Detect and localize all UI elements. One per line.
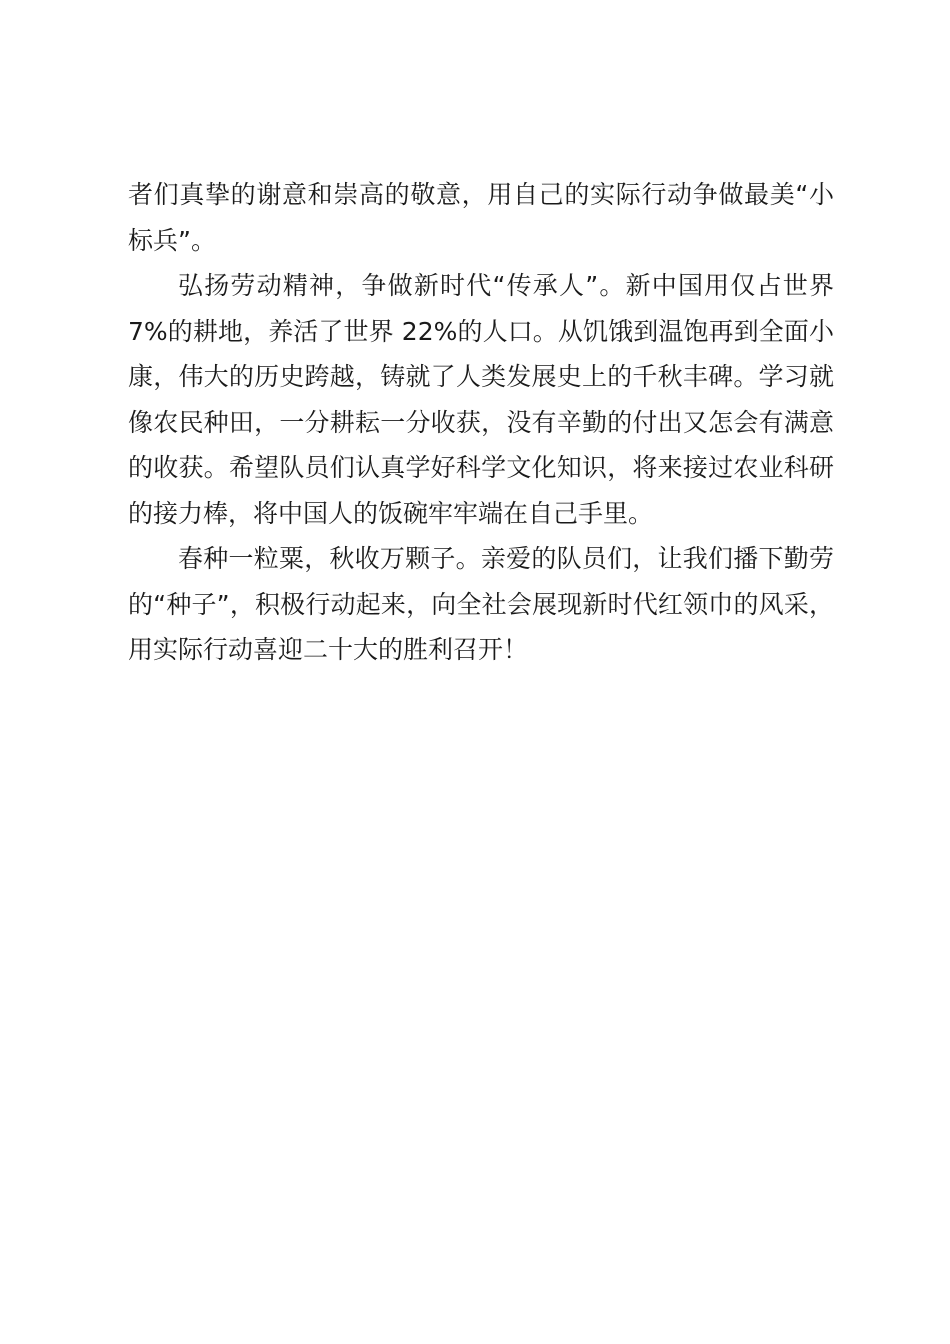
paragraph-closing: 春种一粒粟，秋收万颗子。亲爱的队员们，让我们播下勤劳的“种子”，积极行动起来，向全社会展现新时代红领巾的风采，用实际行动喜迎二十大的胜利召开！	[128, 544, 834, 664]
document-body	[128, 172, 834, 673]
paragraph-continuation: 者们真挚的谢意和崇高的敬意，用自己的实际行动争做最美“小标兵”。	[128, 180, 834, 255]
paragraph-labor-spirit: 弘扬劳动精神，争做新时代“传承人”。新中国用仅占世界 7%的耕地，养活了世界 22%的人口。从饥饿到温饱再到全面小康，伟大的历史跨越，铸就了人类发展史上的千秋丰碑。学习就像农民种田，一分耕耘一分收获，没有辛勤的付出又怎会有满意的收获。希望队员们认真学好科学文化知识，将来接过农业科研的接力棒，将中国人的饭碗牢牢端在自己手里。	[128, 271, 834, 528]
